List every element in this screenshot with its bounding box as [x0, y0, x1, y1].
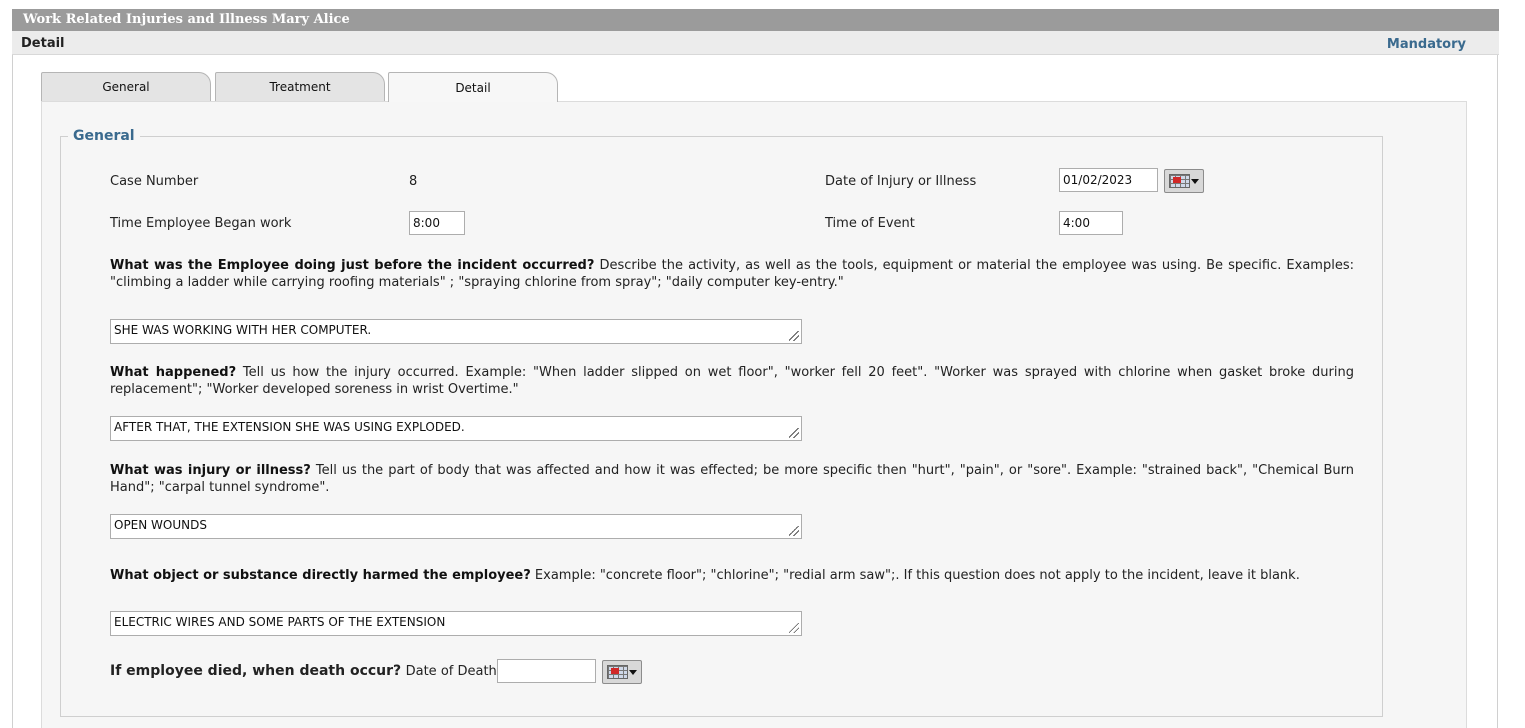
calendar-button[interactable] [602, 660, 642, 684]
resize-grip-icon[interactable] [789, 428, 799, 438]
question-title: What happened? [110, 365, 237, 380]
question-title: What was injury or illness? [110, 463, 311, 478]
question-help: Tell us the part of body that was affected and how it was effected; be more specific then "hurt", "pain", or "sore". Example: "strained back", "Chemical Burn Hand"; "carpal tunnel syndrome". [110, 463, 1354, 495]
death-question-title: If employee died, when death occur? [110, 663, 402, 679]
date-injury-field[interactable] [1059, 168, 1158, 192]
date-injury-label: Date of Injury or Illness [825, 174, 977, 189]
death-question [110, 663, 497, 679]
chevron-down-icon [1191, 179, 1199, 184]
time-event-field[interactable] [1059, 211, 1123, 235]
section-header [12, 31, 1499, 55]
question-help: Example: "concrete floor"; "chlorine"; "redial arm saw";. If this question does not apply to the incident, leave it blank. [530, 568, 1300, 583]
textarea-value: AFTER THAT, THE EXTENSION SHE WAS USING EXPLODED. [114, 420, 465, 434]
fieldset-legend: General [68, 128, 140, 144]
time-began-label: Time Employee Began work [110, 216, 292, 231]
section-title: Detail [21, 36, 65, 51]
question-help: Tell us how the injury occurred. Example: "When ladder slipped on wet floor", "worker fell 20 feet". "Worker was sprayed with chlorine when gasket broke during replacement"; "Worker developed soreness in wrist Overtime." [110, 365, 1354, 397]
resize-grip-icon[interactable] [789, 331, 799, 341]
textarea-value: SHE WAS WORKING WITH HER COMPUTER. [114, 323, 372, 337]
chevron-down-icon [629, 670, 637, 675]
what-happened-textarea[interactable] [110, 416, 802, 441]
date-of-death-field[interactable] [497, 659, 596, 683]
textarea-value: ELECTRIC WIRES AND SOME PARTS OF THE EXTENSION [114, 615, 446, 629]
tab-treatment[interactable]: Treatment [215, 72, 385, 101]
question-injury [110, 462, 1354, 496]
date-of-death-label: Date of Death [405, 664, 497, 679]
textarea-value: OPEN WOUNDS [114, 518, 207, 532]
question-title: What was the Employee doing just before the incident occurred? [110, 258, 595, 273]
case-number-label: Case Number [110, 174, 199, 189]
calendar-button[interactable] [1164, 169, 1204, 193]
resize-grip-icon[interactable] [789, 526, 799, 536]
tab-general[interactable]: General [41, 72, 211, 101]
activity-textarea[interactable] [110, 319, 802, 344]
question-title: What object or substance directly harmed the employee? [110, 568, 531, 583]
time-event-label: Time of Event [825, 216, 915, 231]
question-what-happened [110, 364, 1354, 398]
resize-grip-icon[interactable] [789, 623, 799, 633]
calendar-today-marker [1173, 177, 1181, 183]
question-object [110, 567, 1354, 584]
time-began-field[interactable] [409, 211, 465, 235]
calendar-today-marker [611, 668, 619, 674]
object-textarea[interactable] [110, 611, 802, 636]
injury-textarea[interactable] [110, 514, 802, 539]
case-number-value: 8 [409, 174, 418, 189]
question-help: Describe the activity, as well as the tools, equipment or material the employee was using. Be specific. Examples: "climbing a ladder while carrying roofing materials" ; "spraying chlorine from spray"; "daily computer key-entry." [110, 258, 1354, 290]
tab-detail[interactable]: Detail [388, 72, 558, 102]
mandatory-link[interactable]: Mandatory [1386, 37, 1466, 52]
question-activity [110, 257, 1354, 291]
window-title: Work Related Injuries and Illness Mary Alice [12, 9, 1499, 31]
